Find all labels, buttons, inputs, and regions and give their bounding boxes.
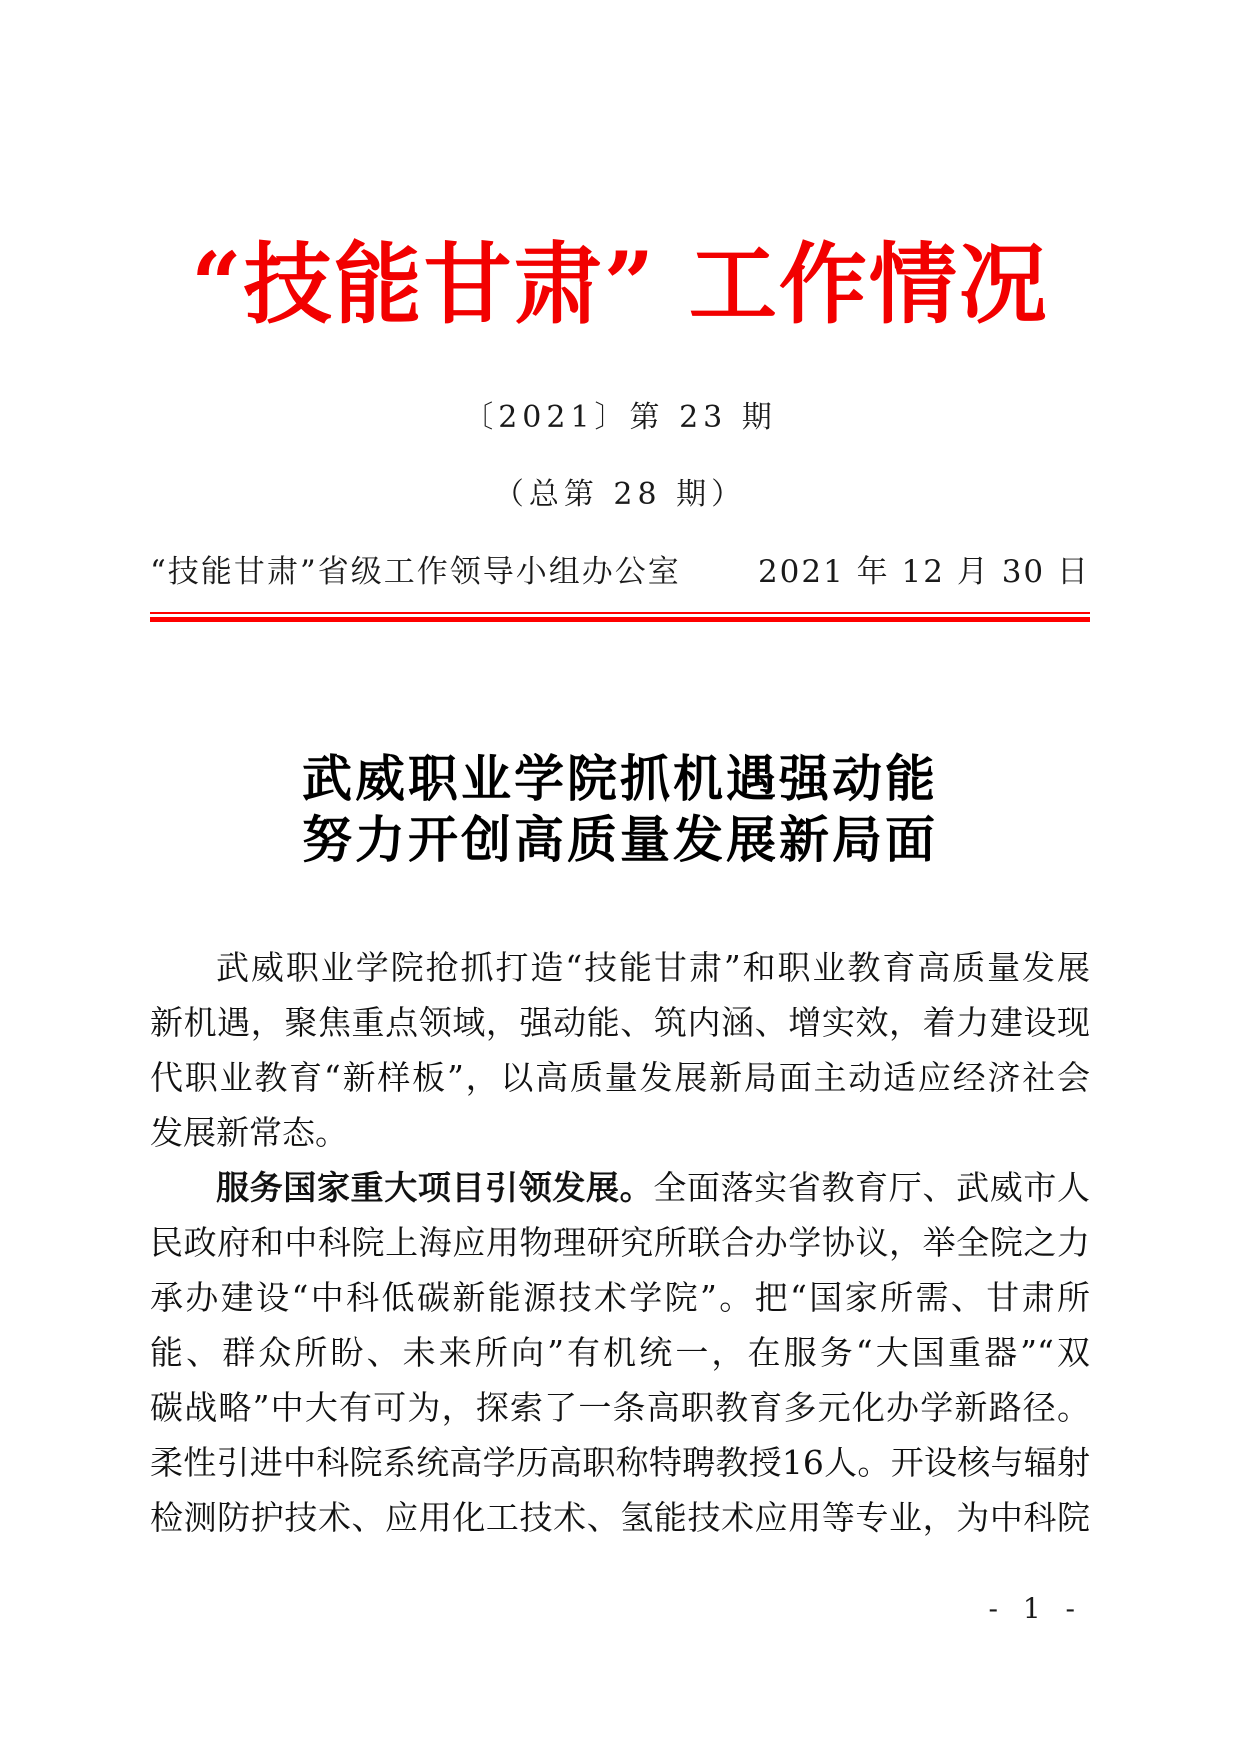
body-line: 发展新常态。	[150, 1113, 348, 1153]
article-title-line-1: 武威职业学院抓机遇强动能	[302, 749, 938, 809]
body-line: 代职业教育“新样板”，以高质量发展新局面主动适应经济社会	[150, 1058, 1090, 1098]
paragraph-lead-rest: 全面落实省教育厅、武威市人	[653, 1168, 1091, 1208]
volume-number: （总第 28 期）	[493, 477, 747, 513]
article-body	[150, 940, 1090, 1545]
body-line: 民政府和中科院上海应用物理研究所联合办学协议，举全院之力	[150, 1223, 1090, 1263]
body-line: 武威职业学院抢抓打造“技能甘肃”和职业教育高质量发展	[216, 948, 1090, 988]
red-double-rule	[150, 612, 1090, 622]
masthead-title: “技能甘肃” 工作情况	[191, 232, 1049, 336]
office-date-row	[150, 546, 1090, 591]
body-line: 能、群众所盼、未来所向”有机统一，在服务“大国重器”“双	[150, 1333, 1090, 1373]
page-number: - 1 -	[988, 1592, 1080, 1625]
body-line: 检测防护技术、应用化工技术、氢能技术应用等专业，为中科院	[150, 1498, 1090, 1538]
body-line: 柔性引进中科院系统高学历高职称特聘教授16人。开设核与辐射	[150, 1443, 1090, 1483]
article-title-line-2: 努力开创高质量发展新局面	[302, 810, 938, 870]
body-line: 新机遇，聚焦重点领域，强动能、筑内涵、增实效，着力建设现	[150, 1003, 1090, 1043]
article	[150, 748, 1090, 1545]
body-line: 承办建设“中科低碳新能源技术学院”。把“国家所需、甘肃所	[150, 1278, 1090, 1318]
body-line	[150, 1160, 1090, 1215]
issue-date: 2021 年 12 月 30 日	[757, 554, 1090, 591]
issue-number: 〔2021〕第 23 期	[463, 400, 777, 436]
article-title	[150, 748, 1090, 870]
body-line: 碳战略”中大有可为，探索了一条高职教育多元化办学新路径。	[150, 1388, 1090, 1428]
issuing-office: “技能甘肃”省级工作领导小组办公室	[150, 554, 681, 591]
paragraph-lead-bold: 服务国家重大项目引领发展。	[216, 1168, 654, 1208]
masthead	[150, 0, 1090, 622]
red-rule-thick-line	[150, 617, 1090, 622]
